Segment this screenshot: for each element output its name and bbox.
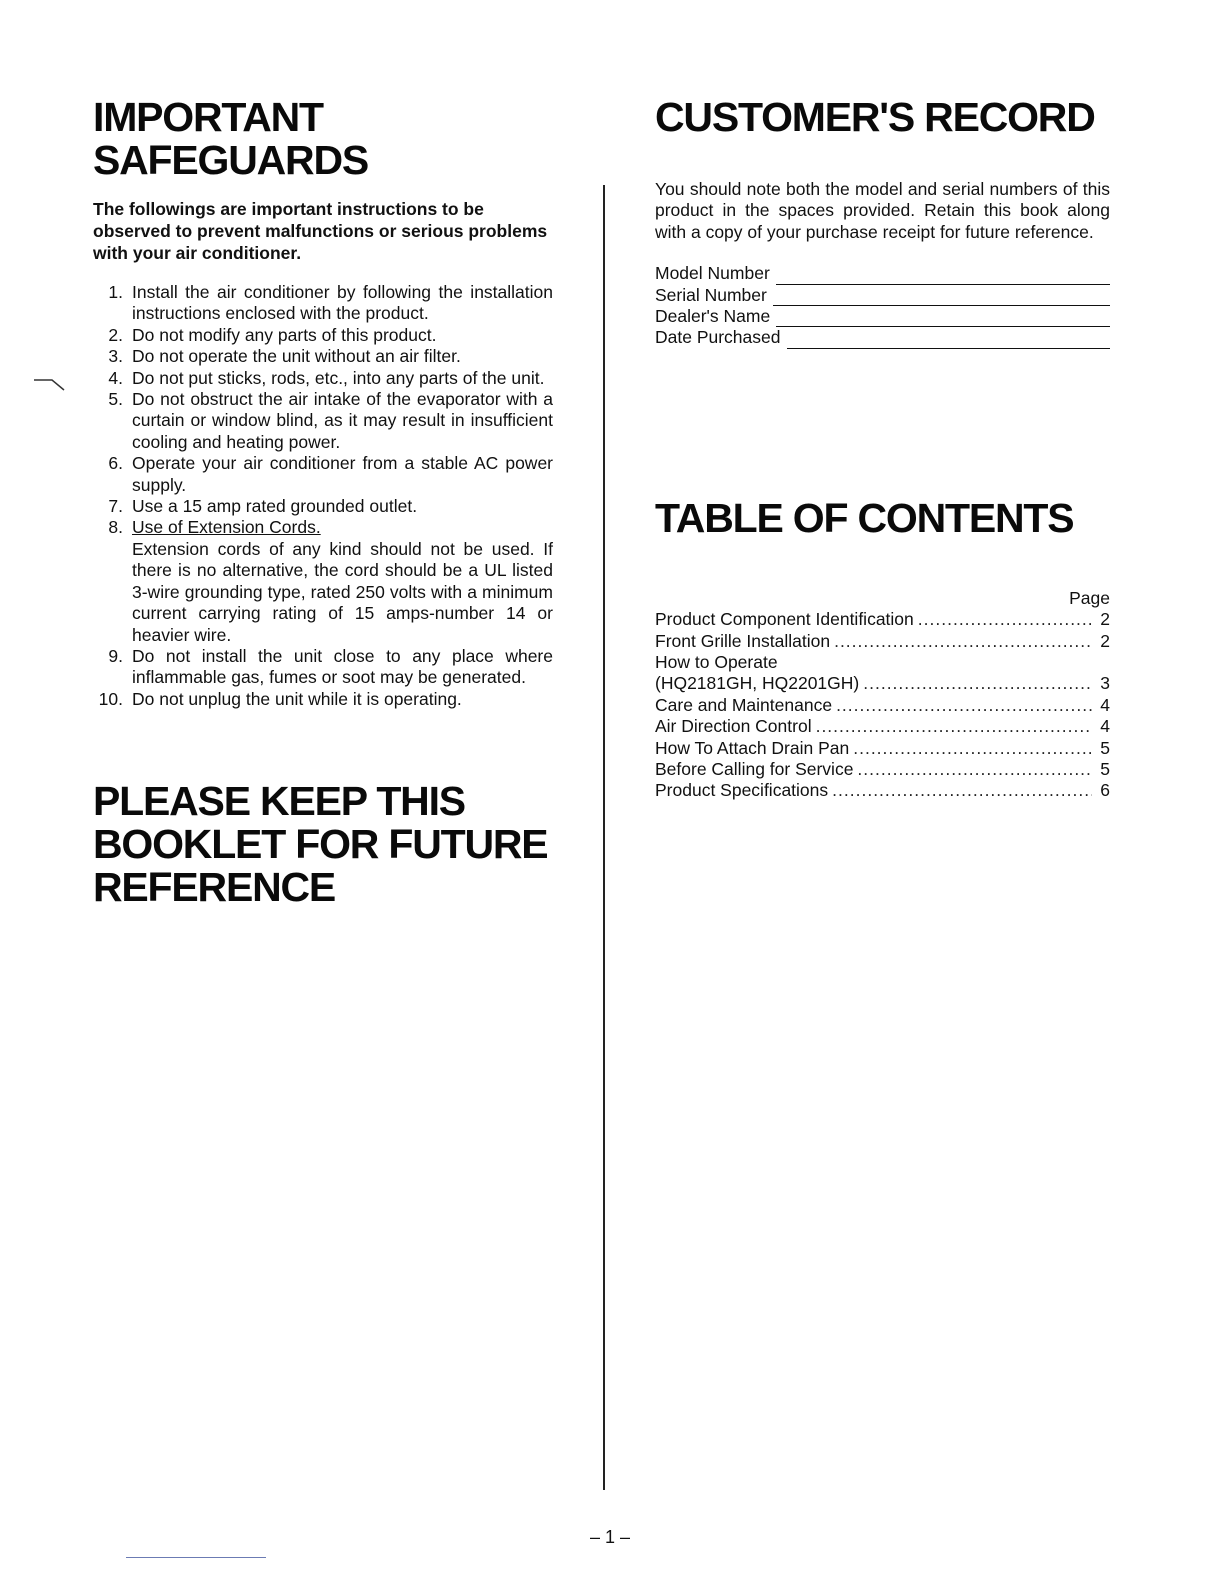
page-number: – 1 –	[589, 1527, 631, 1547]
safeguards-heading-line2: SAFEGUARDS	[93, 137, 369, 183]
toc-entry[interactable]: Product Component Identification ..... 2	[655, 609, 1110, 630]
list-item: 7. Use a 15 amp rated grounded outlet.	[108, 496, 418, 517]
dealers-name-field[interactable]: Dealer's Name	[655, 306, 1110, 327]
safeguards-heading	[93, 96, 553, 182]
list-item: 5. Do not obstruct the air intake of the evaporator with a curtain or window blind, as it may result in insufficient cooling and heating power.	[108, 389, 553, 452]
toc-entry[interactable]: Front Grille Installation ..... 2	[655, 631, 1110, 652]
list-item: 3. Do not operate the unit without an air filter.	[108, 346, 461, 367]
date-purchased-field[interactable]: Date Purchased	[655, 327, 1110, 348]
toc-entry[interactable]: Before Calling for Service ..... 5	[655, 759, 1110, 780]
toc-entry: How to Operate	[655, 652, 778, 672]
safeguards-intro: The followings are important instructions to be observed to prevent malfunctions or serious problems with your air conditioner.	[93, 199, 548, 263]
extension-cords-title: Use of Extension Cords.	[132, 517, 321, 538]
toc-entry[interactable]: (HQ2181GH, HQ2201GH) ..... 3	[655, 673, 1110, 694]
list-item: 2. Do not modify any parts of this product.	[108, 324, 437, 345]
list-item: 8. Use of Extension Cords. Extension cords of any kind should not be used. If there is no alternative, the cord should be a UL listed 3-wire grounding type, rated 250 volts with a minimum current carrying rating of 15 amps-number 14 or heavier wire.	[108, 517, 553, 645]
list-item: 10. Do not unplug the unit while it is operating.	[98, 688, 462, 709]
toc-entry[interactable]: Product Specifications ..... 6	[655, 780, 1110, 801]
safeguards-list	[93, 282, 553, 710]
model-number-field[interactable]: Model Number	[655, 263, 1110, 284]
scan-rule-line	[126, 1557, 266, 1558]
column-divider	[603, 185, 605, 1490]
table-of-contents	[655, 609, 1110, 802]
toc-entry[interactable]: Care and Maintenance ..... 4	[655, 695, 1110, 716]
toc-entry[interactable]: How To Attach Drain Pan ..... 5	[655, 738, 1110, 759]
list-item: 6. Operate your air conditioner from a stable AC power supply.	[108, 453, 553, 495]
record-column	[655, 96, 1110, 802]
keep-booklet-heading: PLEASE KEEP THIS BOOKLET FOR FUTURE REFERENCE	[93, 778, 548, 911]
customers-record-heading: CUSTOMER'S RECORD	[655, 94, 1095, 140]
toc-entry[interactable]: Air Direction Control ..... 4	[655, 716, 1110, 737]
record-instructions: You should note both the model and serial numbers of this product in the spaces provided. Retain this book along with a copy of your purchase receipt for future reference.	[655, 179, 1110, 242]
serial-number-field[interactable]: Serial Number	[655, 285, 1110, 306]
list-item: 1. Install the air conditioner by following the installation instructions enclosed with the product.	[108, 282, 553, 324]
list-item: 9. Do not install the unit close to any place where inflammable gas, fumes or soot may be generated.	[108, 645, 553, 688]
record-fields	[655, 263, 1110, 349]
safeguards-column	[93, 96, 553, 909]
toc-heading: TABLE OF CONTENTS	[655, 494, 1074, 541]
list-item: 4. Do not put sticks, rods, etc., into any parts of the unit.	[108, 367, 545, 388]
scan-mark-icon	[30, 376, 70, 400]
safeguards-heading-line1: IMPORTANT	[93, 94, 323, 140]
toc-page-label: Page	[1069, 587, 1110, 608]
